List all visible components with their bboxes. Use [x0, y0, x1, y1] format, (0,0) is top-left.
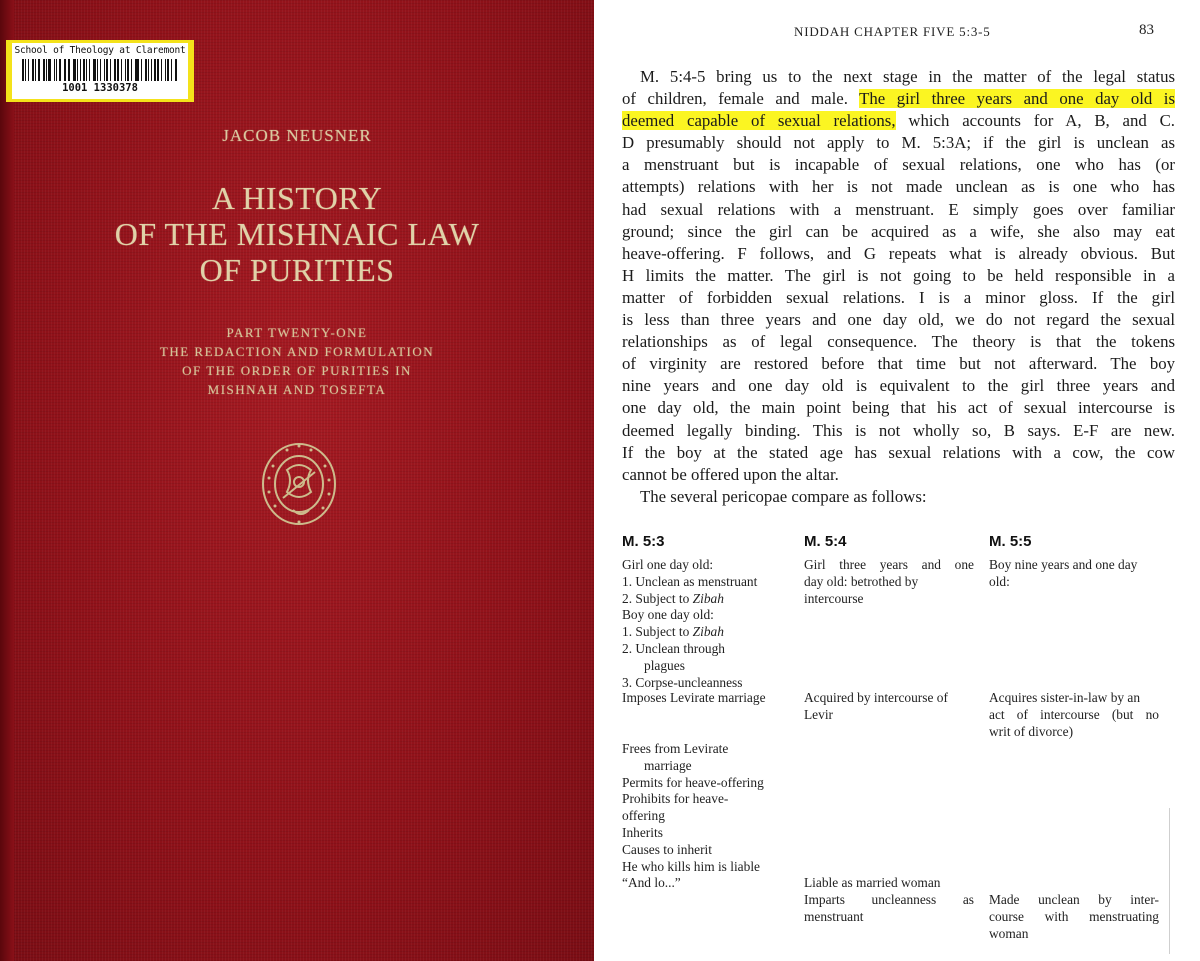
cell-line: Acquires sister-in-law by an — [989, 690, 1141, 705]
text-line: heave-offering. F follows, and G repeats what is already obvious. But — [622, 243, 1175, 263]
barcode-bar — [171, 59, 172, 81]
cell-line: day old: betrothed by — [804, 573, 919, 589]
barcode-bar — [157, 59, 159, 81]
barcode-bar — [54, 59, 55, 81]
barcode-bar — [32, 59, 35, 81]
barcode-bar — [135, 59, 136, 81]
cover-title-line: OF THE MISHNAIC LAW — [114, 216, 480, 252]
text-line: a menstruant but is incapable of sexual relations, one who has (or — [622, 155, 1175, 175]
cell-line: 1. Unclean as menstruant — [622, 573, 758, 589]
body-paragraph — [622, 66, 1175, 508]
cell-line: Boy nine years and one day — [989, 557, 1138, 572]
column-header-m54: M. 5:4 — [804, 533, 847, 550]
table-cell — [804, 690, 974, 724]
barcode-bar — [127, 59, 129, 81]
barcode-bar — [93, 59, 96, 81]
page-number: 83 — [1139, 22, 1154, 38]
barcode-bar — [165, 59, 166, 81]
barcode-bar — [175, 59, 177, 81]
barcode-bar — [38, 59, 40, 81]
book-cover — [0, 0, 594, 961]
table-cell — [622, 557, 797, 691]
barcode-bar — [77, 59, 78, 81]
cell-line: Frees from Levirate — [622, 741, 729, 756]
table-cell — [804, 557, 974, 607]
text-line — [622, 88, 1175, 110]
text-line: M. 5:4-5 bring us to the next stage in the matter of the legal status — [640, 67, 1175, 86]
cover-title-line: OF PURITIES — [199, 252, 395, 288]
barcode-bar — [121, 59, 122, 81]
text-line: deemed legally binding. This is not wholly so, B says. E-F are new. — [622, 420, 1175, 440]
barcode-bar — [83, 59, 85, 81]
text-line — [622, 110, 1175, 132]
cell-line: Liable as married woman — [804, 875, 941, 890]
barcode-bar — [97, 59, 99, 81]
cell-line: plagues — [644, 657, 685, 673]
barcode-number: 1001 1330378 — [62, 82, 138, 94]
cell-line: Boy one day old: — [622, 607, 714, 623]
highlighted-text: The girl three years and one day old is — [859, 89, 1175, 109]
text-line: H limits the matter. The girl is not going to be held responsible in a — [622, 265, 1175, 285]
text-line: ground; since the girl can be acquired as a wife, she also may eat — [622, 221, 1175, 241]
barcode-bar — [136, 59, 139, 81]
text-line: matter of forbidden sexual relations. I is a minor gloss. If the girl — [622, 287, 1175, 307]
cell-line: Imposes Levirate marriage — [622, 690, 766, 705]
cell-line: Girl three years and one — [804, 557, 974, 572]
cell-line: Made unclean by inter- — [989, 892, 1159, 907]
cover-part-line: THE REDACTION AND FORMULATION — [159, 344, 435, 359]
barcode-bar — [125, 59, 126, 81]
cell-line: woman — [989, 925, 1029, 941]
cover-part-line: MISHNAH AND TOSEFTA — [207, 382, 387, 397]
book-page — [594, 0, 1200, 961]
barcode-bar — [148, 59, 149, 81]
cell-line: Girl one day old: — [622, 557, 714, 572]
barcode-sticker — [12, 43, 188, 99]
cell-line: Inherits — [622, 824, 663, 840]
table-cell — [622, 741, 797, 892]
text-line: cannot be offered upon the altar. — [622, 464, 839, 484]
barcode-bar — [56, 59, 57, 81]
table-cell — [989, 892, 1159, 942]
cover-title-line: A HISTORY — [211, 180, 383, 216]
text-fragment: which accounts for A, B, and C. — [895, 111, 1175, 131]
text-line: If the boy at the stated age has sexual relations with a cow, the cow — [622, 442, 1175, 462]
barcode-bar — [80, 59, 81, 81]
cell-line: offering — [622, 808, 665, 824]
cell-line: Imparts uncleanness as — [804, 891, 974, 907]
cell-line: marriage — [644, 757, 692, 773]
barcode-bar — [25, 59, 26, 81]
barcode-bar — [22, 59, 24, 81]
text-line: had sexual relations with a menstruant. E simply goes over familiar — [622, 199, 1175, 219]
barcode-bar — [141, 59, 142, 81]
cell-line: writ of divorce) — [989, 723, 1074, 739]
barcode-bar — [86, 59, 87, 81]
barcode-bar — [167, 59, 170, 81]
barcode-bar — [131, 59, 132, 81]
barcode-bar — [68, 59, 70, 81]
barcode-bar — [28, 59, 29, 81]
cell-line: menstruant — [804, 908, 864, 924]
barcode-bar — [89, 59, 90, 81]
library-name: School of Theology at Claremont — [14, 45, 186, 56]
cell-line: Prohibits for heave- — [622, 791, 729, 807]
text-line: attempts) relations with her is not made unclean as is one who has — [622, 177, 1175, 197]
publisher-seal-icon — [253, 436, 345, 536]
highlighted-text: deemed capable of sexual relations, — [622, 111, 896, 131]
barcode-bar — [110, 59, 111, 81]
barcode-bar — [73, 59, 76, 81]
table-cell — [989, 690, 1159, 740]
text-fragment: of children, female and male. — [622, 89, 860, 109]
text-line: is less than three years and one day old, we do not regard the sexual — [622, 310, 1175, 330]
cell-line — [622, 624, 797, 641]
cover-author: JACOB NEUSNER — [222, 126, 372, 145]
cell-line: Causes to inherit — [622, 841, 713, 857]
italic-term: Zibah — [692, 590, 724, 606]
table-cell — [804, 875, 974, 925]
text-line: relationships as of legal consequence. The theory is that the tokens — [622, 332, 1175, 352]
italic-term: Zibah — [692, 624, 724, 640]
text-line: The several pericopae compare as follows: — [640, 486, 927, 506]
cell-line: 2. Unclean through — [622, 640, 726, 656]
cell-line: intercourse — [804, 590, 864, 606]
barcode-bar — [59, 59, 61, 81]
table-cell — [622, 690, 797, 707]
barcode-bars — [22, 59, 178, 81]
barcode-bar — [65, 59, 66, 81]
text-line: one day old, the main point being that his act of sexual intercourse is — [622, 398, 1175, 418]
cover-title — [0, 180, 594, 288]
barcode-bar — [64, 59, 65, 81]
cell-line: 3. Corpse-uncleanness — [622, 674, 743, 690]
barcode-bar — [154, 59, 156, 81]
barcode-bar — [114, 59, 116, 81]
cell-line: Acquired by intercourse of — [804, 690, 948, 705]
cell-line: “And lo...” — [622, 875, 681, 891]
cell-text: 1. Subject to — [622, 624, 693, 640]
scan-artifact-line — [1169, 808, 1170, 954]
text-line: D presumably should not apply to M. 5:3A; if the girl is unclean as — [622, 133, 1175, 153]
text-line: nine years and one day old is equivalent to the girl three years and — [622, 376, 1175, 396]
table-cell — [989, 557, 1159, 591]
cell-line: act of intercourse (but no — [989, 706, 1159, 722]
barcode-bar — [117, 59, 120, 81]
cell-line: Permits for heave-offering — [622, 774, 764, 790]
running-head: NIDDAH CHAPTER FIVE 5:3-5 — [794, 24, 991, 39]
cover-part-line: PART TWENTY-ONE — [226, 325, 368, 340]
barcode-bar — [100, 59, 101, 81]
cell-line: old: — [989, 573, 1010, 589]
barcode-bar — [106, 59, 108, 81]
barcode-bar — [43, 59, 45, 81]
barcode-bar — [48, 59, 51, 81]
barcode-bar — [145, 59, 147, 81]
library-barcode-label — [6, 40, 194, 102]
text-line: of virginity are restored before that time but not afterward. The boy — [622, 354, 1175, 374]
barcode-bar — [151, 59, 152, 81]
cover-subtitle — [0, 323, 594, 399]
cell-line: course with menstruating — [989, 908, 1159, 924]
column-header-m53: M. 5:3 — [622, 533, 665, 550]
barcode-bar — [104, 59, 105, 81]
cell-line: Levir — [804, 706, 833, 722]
barcode-bar — [46, 59, 47, 81]
cell-line: He who kills him is liable — [622, 858, 760, 874]
cover-part-line: OF THE ORDER OF PURITIES IN — [182, 363, 412, 378]
cell-line — [622, 591, 797, 608]
barcode-bar — [35, 59, 36, 81]
column-header-m55: M. 5:5 — [989, 533, 1032, 550]
barcode-bar — [161, 59, 162, 81]
cell-text: 2. Subject to — [622, 590, 693, 606]
